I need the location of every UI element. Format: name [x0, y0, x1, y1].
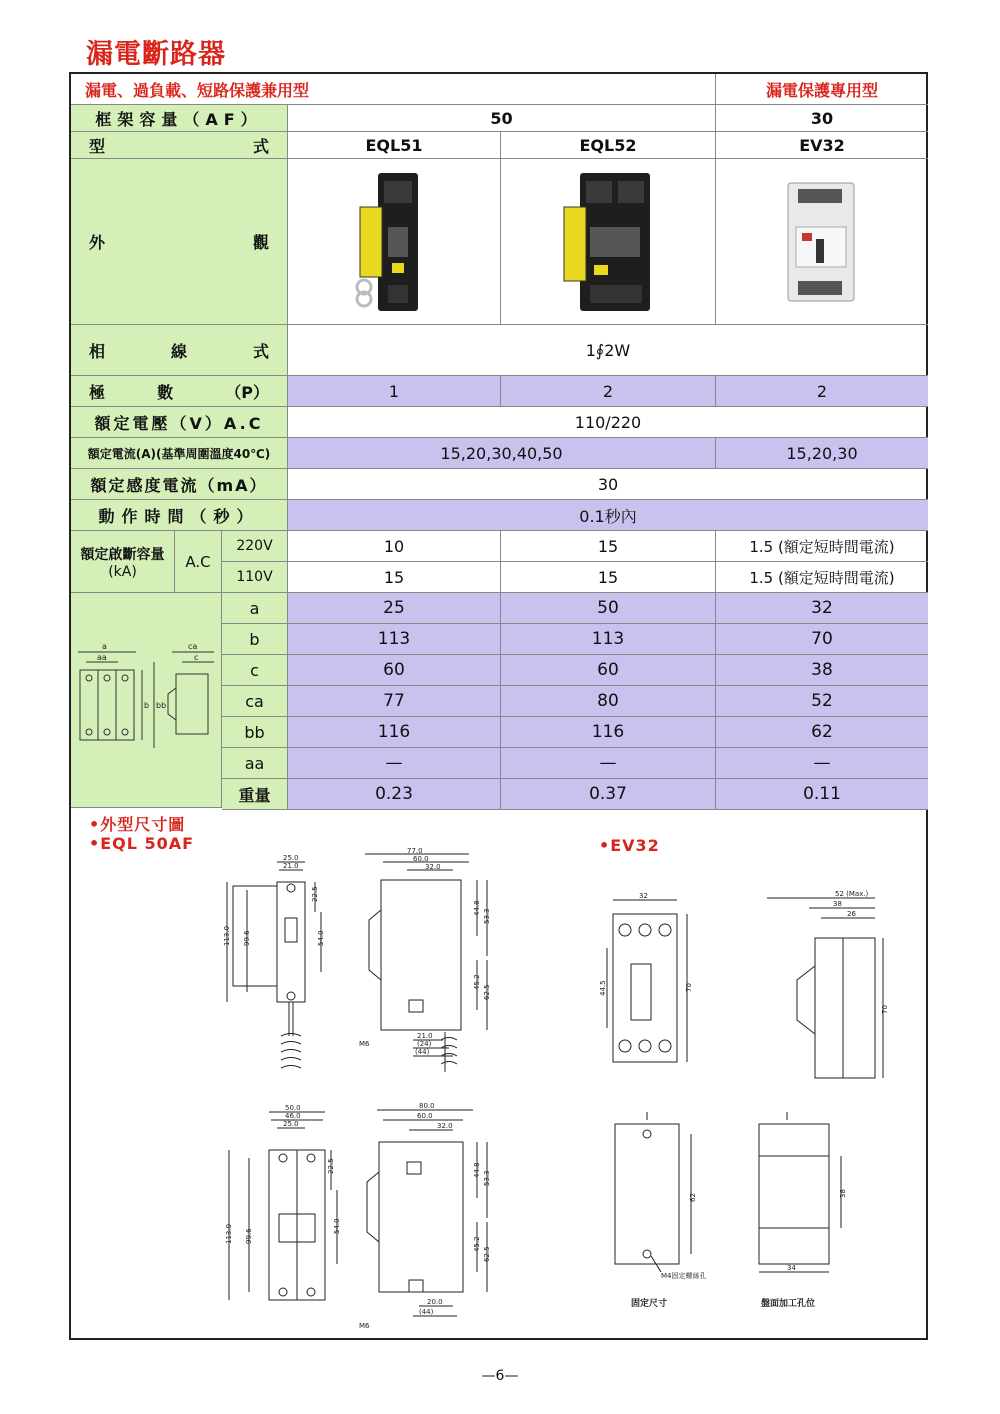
eql51-side-b1: 21.0 [417, 1032, 433, 1040]
phase-value: 1∮2W [288, 325, 928, 376]
eql52-side-h2: 53.3 [483, 1170, 491, 1186]
poles-eql51: 1 [288, 376, 501, 407]
eql51-side-b3: (44) [415, 1048, 430, 1056]
breaking-110v-eql52: 15 [501, 562, 716, 593]
sensitivity-label: 額定感度電流（mA） [71, 469, 288, 500]
eql51-side-drawing [353, 847, 513, 1090]
breaking-label-text: 額定啟斷容量 [80, 546, 165, 563]
poles-label-mid: 數 [157, 382, 174, 402]
eql51-front-w1: 25.0 [283, 854, 299, 862]
eql51-side-w1: 77.0 [407, 847, 423, 855]
dim-value: — [288, 748, 501, 779]
eql52-front-w1: 50.0 [285, 1104, 301, 1112]
dim-value: 77 [288, 686, 501, 717]
ev32-drawings-title: •EV32 [599, 836, 660, 855]
breaking-ac: A.C [175, 531, 222, 593]
ev32-photo [716, 159, 928, 325]
dim-value: 116 [288, 717, 501, 748]
diagram-ca-label: ca [188, 642, 198, 651]
dim-value: — [716, 748, 928, 779]
header-combined-type: 漏電、過負載、短路保護兼用型 [71, 74, 716, 105]
eql52-side-w3: 32.0 [437, 1122, 453, 1130]
ev32-panel-h: 38 [839, 1189, 847, 1198]
ev32-front-w: 32 [639, 892, 648, 900]
time-value: 0.1秒內 [288, 500, 928, 531]
model-label-left: 型 [89, 136, 106, 156]
ev32-panel-drawing [747, 1106, 877, 1316]
eql51-side-m6: M6 [359, 1040, 370, 1048]
breaking-110v-ev32: 1.5 (額定短時間電流) [716, 562, 928, 593]
poles-eql52: 2 [501, 376, 716, 407]
breaking-110v-eql51: 15 [288, 562, 501, 593]
eql52-front-drawing [221, 1104, 341, 1314]
ev32-front-drawing [601, 888, 711, 1078]
eql52-front-h2: 99.6 [245, 1228, 253, 1244]
dim-key: bb [222, 717, 288, 748]
ev32-mount-caption: 固定尺寸 [631, 1299, 668, 1309]
model-label [71, 132, 288, 159]
dim-value: 62 [716, 717, 928, 748]
eql52-side-h1: 44.8 [473, 1162, 481, 1178]
ev32-side-w2: 38 [833, 900, 842, 908]
poles-label-left: 極 [89, 382, 106, 402]
dim-value: 70 [716, 624, 928, 655]
dim-value: 38 [716, 655, 928, 686]
dim-key: aa [222, 748, 288, 779]
ev32-panel-caption: 盤面加工孔位 [761, 1299, 816, 1309]
phase-label-mid: 線 [170, 341, 187, 361]
dim-key: ca [222, 686, 288, 717]
dim-value: 52 [716, 686, 928, 717]
diagram-c-label: c [194, 653, 199, 662]
eql-drawings-title: •EQL 50AF [89, 834, 195, 853]
time-label: 動作時間（秒） [71, 500, 288, 531]
eql52-side-drawing [353, 1102, 513, 1336]
eql52-side-b1: 20.0 [427, 1298, 443, 1306]
eql52-side-m6: M6 [359, 1322, 370, 1330]
ev32-side-w3: 26 [847, 910, 856, 918]
ev32-side-drawing [751, 886, 891, 1076]
ev32-panel-w: 34 [787, 1264, 796, 1272]
ev32-side-w1: 52 (Max.) [835, 890, 869, 898]
page-number: —6— [481, 1368, 519, 1384]
af-value-30: 30 [716, 105, 928, 132]
appearance-label-right: 觀 [252, 233, 269, 252]
ev32-front-h2: 44.5 [599, 980, 607, 996]
dim-value: 0.11 [716, 779, 928, 810]
dim-value: 80 [501, 686, 716, 717]
dim-value: 60 [288, 655, 501, 686]
eql51-front-h1: 113.0 [223, 925, 231, 946]
current-value-eql: 15,20,30,40,50 [288, 438, 716, 469]
dim-value: 113 [288, 624, 501, 655]
header-leak-only-type: 漏電保護專用型 [716, 74, 928, 105]
page-title: 漏電斷路器 [86, 39, 226, 70]
breaking-220v-label: 220V [222, 531, 288, 562]
eql52-photo [501, 159, 716, 325]
eql52-front-w3: 25.0 [283, 1120, 299, 1128]
dim-key: b [222, 624, 288, 655]
eql52-side-h3: 45.2 [473, 1236, 481, 1252]
dim-value: 0.23 [288, 779, 501, 810]
eql51-side-w2: 60.0 [413, 855, 429, 863]
eql51-front-h2: 99.6 [243, 930, 251, 946]
af-value-50: 50 [288, 105, 716, 132]
dim-value: 0.37 [501, 779, 716, 810]
eql51-side-h4: 62.5 [483, 984, 491, 1000]
dim-value: — [501, 748, 716, 779]
af-label: 框架容量（AF） [71, 105, 288, 132]
poles-ev32: 2 [716, 376, 928, 407]
model-eql52: EQL52 [501, 132, 716, 159]
diagram-a-label: a [102, 642, 107, 651]
breaking-unit: (kA) [108, 563, 137, 580]
dim-key: c [222, 655, 288, 686]
eql51-side-h2: 53.3 [483, 908, 491, 924]
dim-value: 116 [501, 717, 716, 748]
dimension-diagram [71, 593, 222, 808]
voltage-value: 110/220 [288, 407, 928, 438]
eql51-photo [288, 159, 501, 325]
ev32-mount-h: 62 [689, 1193, 697, 1202]
dim-value: 113 [501, 624, 716, 655]
breaking-110v-label: 110V [222, 562, 288, 593]
breaking-220v-eql52: 15 [501, 531, 716, 562]
eql51-front-w2: 21.0 [283, 862, 299, 870]
diagram-aa-label: aa [97, 653, 107, 662]
dim-value: 50 [501, 593, 716, 624]
dim-key: 重量 [222, 779, 288, 810]
breaking-220v-ev32: 1.5 (額定短時間電流) [716, 531, 928, 562]
ev32-mount-drawing [601, 1106, 741, 1316]
current-value-ev32: 15,20,30 [716, 438, 928, 469]
eql52-side-w1: 80.0 [419, 1102, 435, 1110]
diagram-b-label: b [144, 701, 150, 710]
sensitivity-value: 30 [288, 469, 928, 500]
spec-table [69, 72, 928, 1340]
eql51-front-h3: 54.0 [317, 930, 325, 946]
eql51-side-h3: 45.2 [473, 974, 481, 990]
voltage-label: 額定電壓（V）A.C [71, 407, 288, 438]
eql52-front-h4: 22.5 [327, 1158, 335, 1174]
eql51-side-b2: (24) [417, 1040, 432, 1048]
model-ev32: EV32 [716, 132, 928, 159]
dim-value: 32 [716, 593, 928, 624]
eql52-front-h1: 113.0 [225, 1223, 233, 1244]
model-label-right: 式 [252, 136, 269, 156]
drawings-section-title: •外型尺寸圖 [89, 815, 186, 834]
breaking-220v-eql51: 10 [288, 531, 501, 562]
poles-label-right: （P） [225, 382, 269, 402]
ev32-side-h: 70 [881, 1005, 889, 1014]
diagram-bb-label: bb [156, 701, 167, 710]
eql52-front-w2: 46.0 [285, 1112, 301, 1120]
eql52-side-w2: 60.0 [417, 1112, 433, 1120]
eql51-side-h1: 44.8 [473, 900, 481, 916]
ev32-mount-note: M4固定螺絲孔 [661, 1272, 707, 1280]
ev32-front-h1: 70 [685, 983, 693, 992]
eql52-side-h4: 62.5 [483, 1246, 491, 1262]
eql52-side-b3: (44) [419, 1308, 434, 1316]
eql51-side-w3: 32.0 [425, 863, 441, 871]
appearance-label-left: 外 [89, 233, 106, 252]
poles-label [71, 376, 288, 407]
dim-value: 60 [501, 655, 716, 686]
appearance-label [71, 159, 288, 325]
eql52-front-h3: 54.0 [333, 1218, 341, 1234]
dim-key: a [222, 593, 288, 624]
phase-label [71, 325, 288, 376]
dim-value: 25 [288, 593, 501, 624]
model-eql51: EQL51 [288, 132, 501, 159]
current-label: 額定電流(A)(基準周圍溫度40℃) [71, 438, 288, 469]
eql51-front-h4: 22.5 [311, 886, 319, 902]
phase-label-left: 相 [89, 341, 106, 361]
eql51-front-drawing [221, 856, 341, 1086]
breaking-label [71, 531, 175, 593]
phase-label-right: 式 [252, 341, 269, 361]
